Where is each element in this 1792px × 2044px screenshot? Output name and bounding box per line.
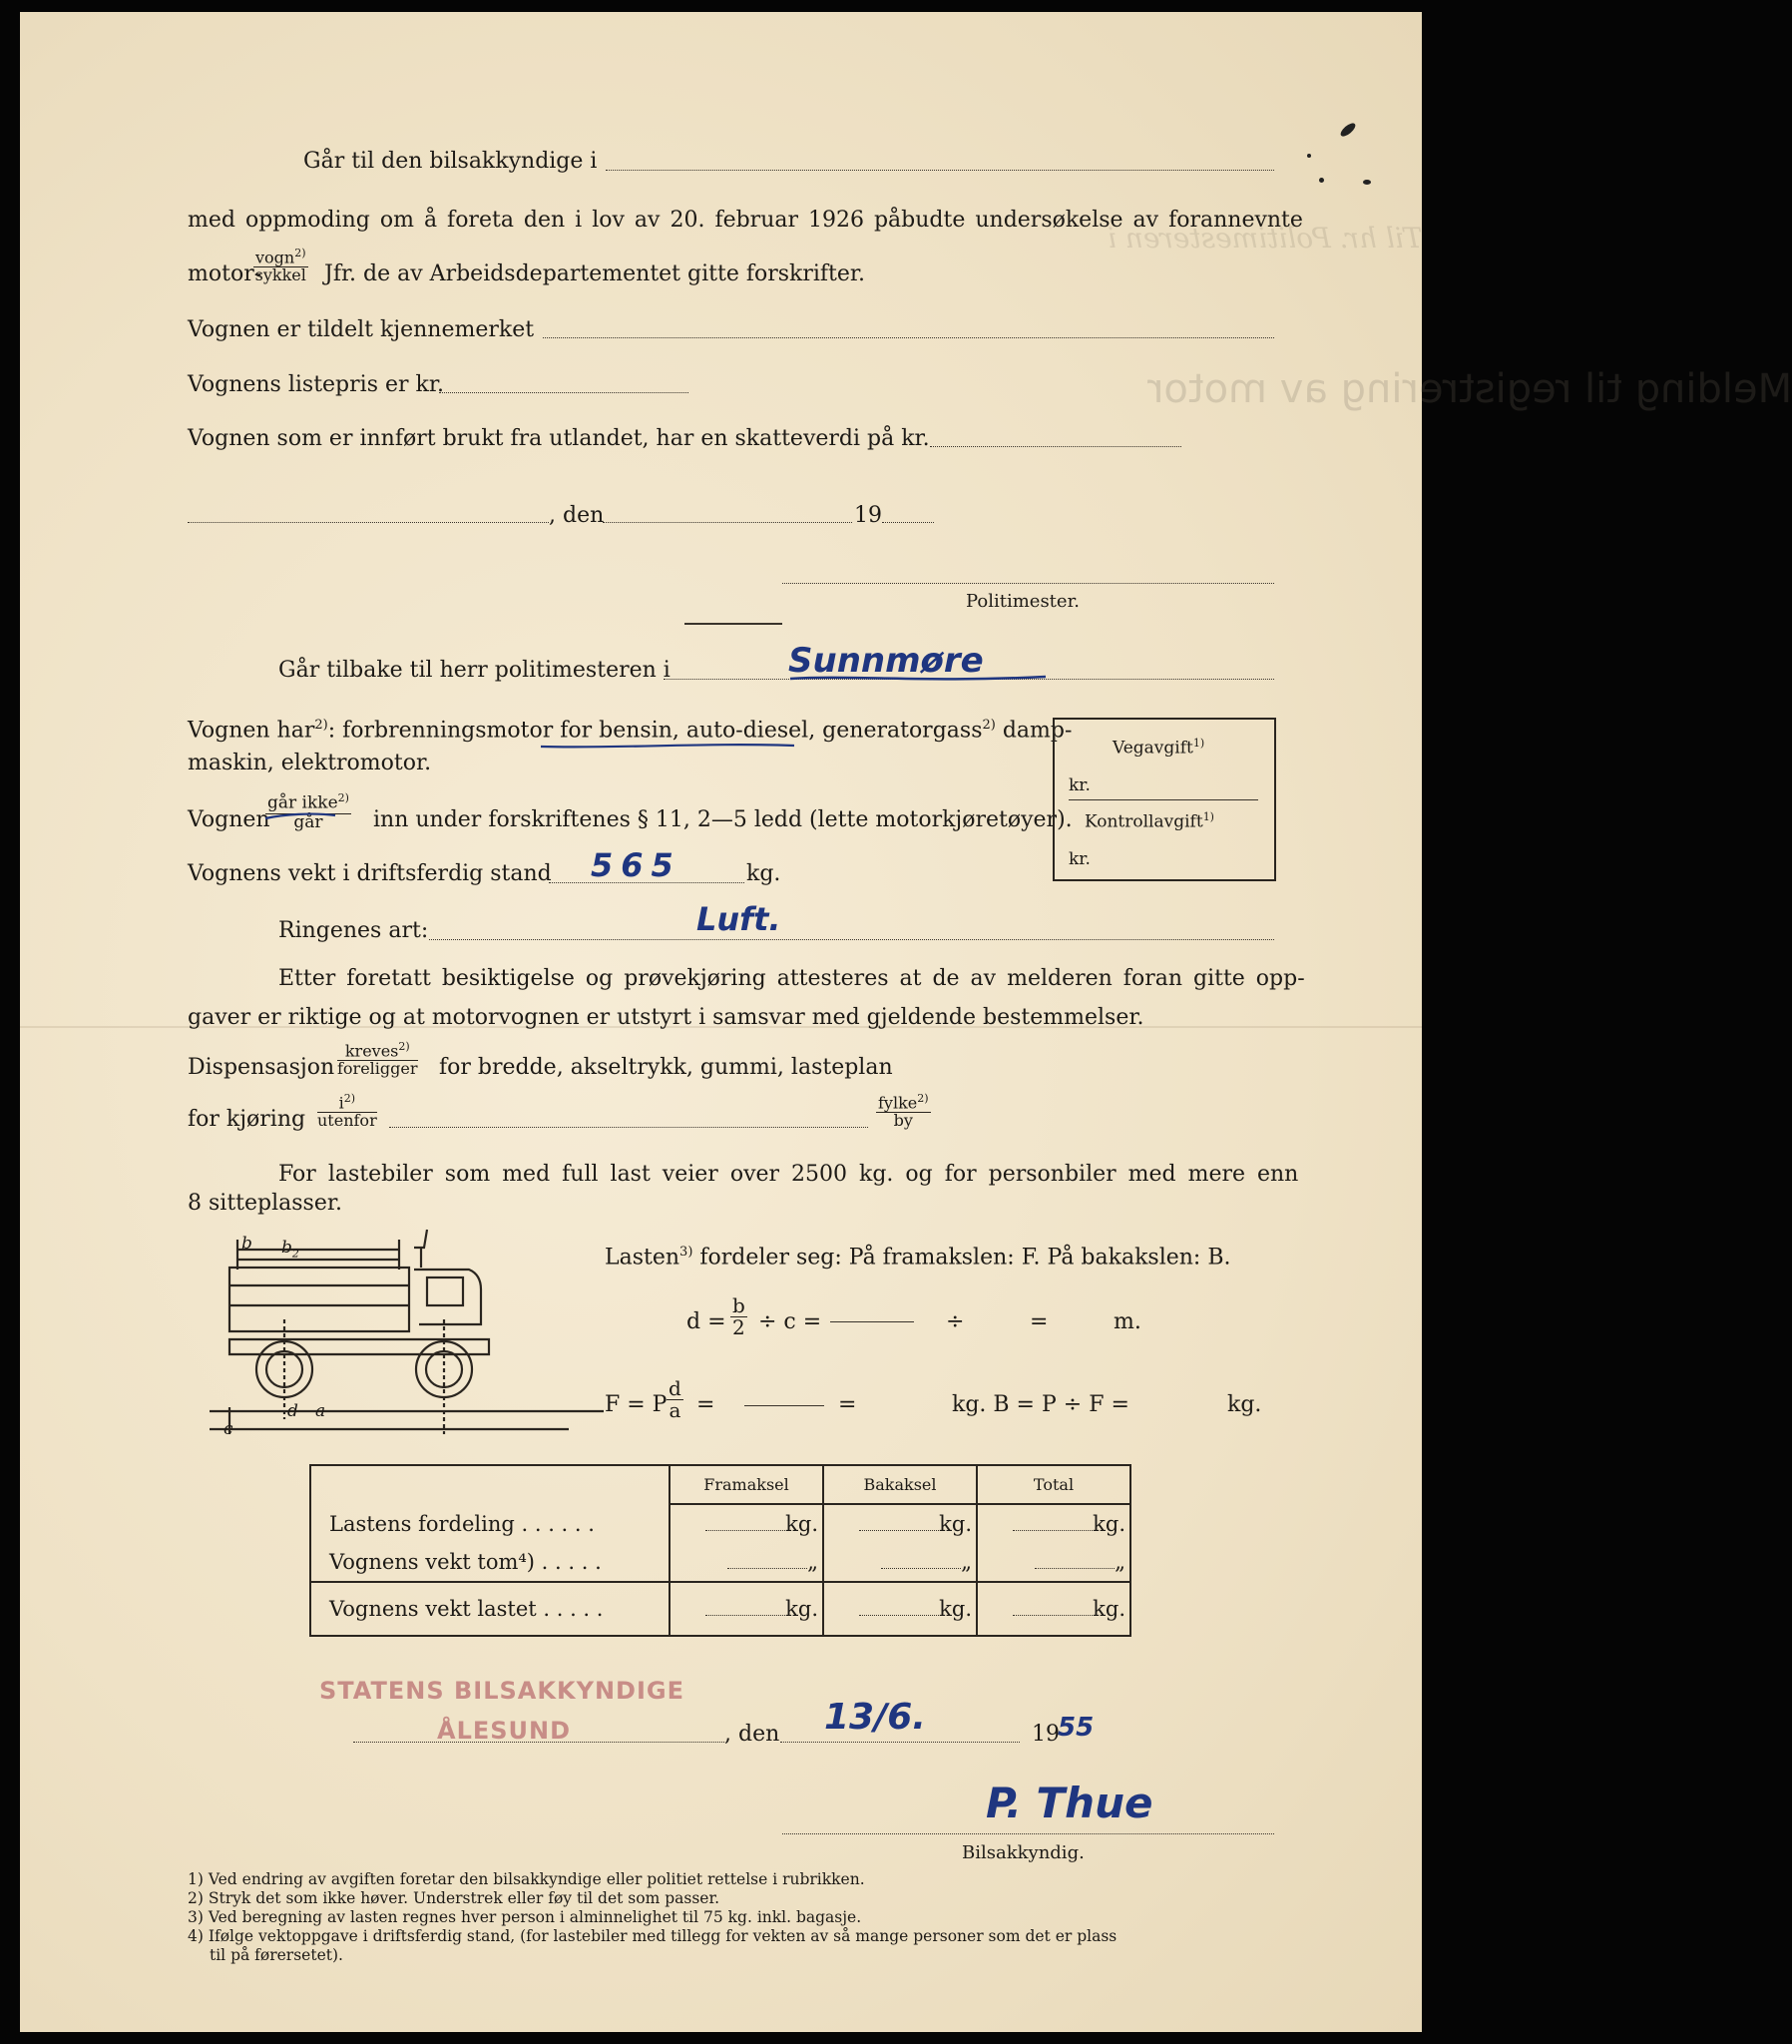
for-kjoring-label: for kjøring [188,1107,306,1132]
kg-B-equals: kg. B = P ÷ F = [952,1392,1129,1417]
weight-table [309,1464,1131,1637]
lasten-line: Lasten$^{3)}$ fordeler seg: På framakslen: F. På bakakslen: B. [605,1245,1231,1271]
table-row [310,1543,1130,1582]
den-label-1: , den [549,503,605,528]
listepris-field[interactable] [439,392,688,393]
motor-line-rest: Jfr. de av Arbeidsdepartementet gitte forskrifter. [324,261,866,286]
politimester-label: Politimester. [966,591,1080,612]
ink-speck [1319,178,1324,183]
row-label-lastet: Vognens vekt lastet . . . . . [329,1597,604,1621]
bensin-underline-icon [539,741,798,751]
politimester-signature-field[interactable] [782,583,1274,584]
d-value-1-field[interactable] [830,1321,914,1322]
cell-total[interactable]: kg. [977,1504,1130,1543]
diagram-label-a: a [315,1401,326,1421]
col-header-framaksel: Framaksel [670,1465,823,1504]
stamp-line-1: STATENS BILSAKKYNDIGE [319,1677,684,1705]
listepris-label: Vognens listepris er kr. [188,372,444,397]
F-equals-3: = [838,1392,857,1417]
cell-framaksel[interactable]: kg. [670,1504,823,1543]
forskrift-text: inn under forskriftenes § 11, 2—5 ledd (lette motorkjøretøyer). [373,807,1073,832]
dispensasjon-rest: for bredde, akseltrykk, gummi, lasteplan [439,1055,893,1080]
cell-total[interactable]: kg. [977,1582,1130,1636]
place-field-1[interactable] [188,522,549,523]
diagram-label-b: b [241,1234,252,1254]
cell-framaksel[interactable]: kg. [670,1582,823,1636]
place-field-2[interactable] [353,1742,724,1743]
goes-back-handwriting: Sunnmøre [788,641,984,681]
cell-total[interactable]: „ [977,1543,1130,1582]
table-row [310,1504,1130,1543]
ink-speck [1339,121,1358,139]
bleed-through-sub: Til hr. Politimesteren i [1108,222,1423,255]
kontrollavgift-label: Kontrollavgift$^{1)}$ [1085,810,1214,832]
footnote-4: 4) Ifølge vektoppgave i driftsferdig stand, (for lastebiler med tillegg for vekten av så mange personer som det er plass [188,1927,1118,1945]
diagram-label-b-half: $b_2$ [281,1238,299,1261]
year-label-2: 19 [1032,1722,1060,1747]
ringenes-handwriting: Luft. [696,900,781,938]
motor-prefix: motor- [188,261,262,286]
goes-to-label: Går til den bilsakkyndige i [303,149,598,174]
lastebiler-line-2: 8 sitteplasser. [188,1191,342,1216]
dispensasjon-label: Dispensasjon [188,1055,335,1080]
bilsakkyndig-label: Bilsakkyndig. [962,1842,1085,1863]
b-over-2-fraction: $\frac{b}{2}$ [732,1293,745,1339]
vognen-label: Vognen [188,807,270,832]
row-label-tom: Vognens vekt tom⁴) . . . . . [329,1550,602,1574]
kg-end: kg. [1227,1392,1262,1417]
minus-c-equals: ÷ c = [758,1309,822,1334]
etter-line-1: Etter foretatt besiktigelse og prøvekjøring attesteres at de av melderen foran gitte opp- [278,966,1305,991]
kontrollavgift-kr: kr. [1069,849,1091,869]
date-field-1[interactable] [603,522,852,523]
F-equals-2: = [696,1392,715,1417]
kjennemerke-field[interactable] [543,337,1274,338]
bilsakkyndig-signature: P. Thue [986,1779,1153,1827]
gar-strike-icon [263,810,337,822]
d-equals-2: = [1030,1309,1049,1334]
diagram-label-c: c [224,1419,233,1439]
vekt-kg: kg. [746,861,781,886]
maskin-line: maskin, elektromotor. [188,751,432,775]
goes-to-field[interactable] [606,170,1274,171]
F-equals-P: F = P [605,1392,668,1417]
section-divider [684,623,782,625]
date-field-2[interactable] [780,1742,1020,1743]
divide-sign: ÷ [946,1309,965,1334]
truck-diagram [190,1220,609,1459]
i-utenfor-fraction: $i^{2)}$ utenfor [317,1092,377,1131]
kjoring-field[interactable] [389,1127,868,1128]
year-handwriting: 55 [1058,1713,1095,1743]
vogn-sykkel-fraction: vogn$^{2)}$ sykkel [254,247,306,285]
bleed-through-title: Melding til registrering av motor [1147,366,1792,412]
cell-framaksel[interactable]: „ [670,1543,823,1582]
row-label-lastens: Lastens fordeling . . . . . . [329,1511,595,1536]
etter-line-2: gaver er riktige og at motorvognen er utstyrt i samsvar med gjeldende bestemmelser. [188,1005,1144,1030]
cell-bakaksel[interactable]: kg. [823,1582,977,1636]
kjennemerke-label: Vognen er tildelt kjennemerket [188,317,535,342]
underline-stroke-icon [788,671,1048,685]
request-line-2: med oppmoding om å foreta den i lov av 20. februar 1926 påbudte undersøkelse av forannevnte [188,208,1303,233]
goes-back-label: Går tilbake til herr politimesteren i [278,658,671,683]
ringenes-field[interactable] [429,939,1274,940]
ink-speck [1363,180,1371,185]
diagram-label-d: d [287,1401,298,1421]
year-label-1: 19 [854,503,882,528]
vegavgift-label: Vegavgift$^{1)}$ [1113,737,1205,759]
date-handwriting: 13/6. [824,1697,926,1738]
m-unit: m. [1114,1309,1141,1334]
kreves-foreligger-fraction: kreves$^{2)}$ foreligger [337,1040,418,1079]
footnote-4-cont: til på førersetet). [210,1946,343,1964]
skatteverdi-label: Vognen som er innført brukt fra utlandet, har en skatteverdi på kr. [188,426,930,451]
F-fraction-field[interactable] [744,1405,824,1406]
fylke-by-fraction: fylke$^{2)}$ by [878,1092,929,1131]
ringenes-label: Ringenes art: [278,918,429,943]
den-label-2: , den [724,1722,780,1747]
table-row [310,1582,1130,1636]
footnote-2: 2) Stryk det som ikke høver. Understrek eller føy til det som passer. [188,1889,720,1907]
lastebiler-line-1: For lastebiler som med full last veier over 2500 kg. og for personbiler med mere enn [278,1162,1299,1187]
footnote-1: 1) Ved endring av avgiften foretar den bilsakkyndige eller politiet rettelse i rubrikken. [188,1870,865,1888]
ink-speck [1307,154,1311,158]
footnote-3: 3) Ved beregning av lasten regnes hver person i alminnelighet til 75 kg. inkl. bagasje. [188,1908,862,1926]
stamp-line-2: ÅLESUND [437,1717,572,1745]
year-field-1[interactable] [882,522,934,523]
col-header-total: Total [977,1465,1130,1504]
vegavgift-kr: kr. [1069,775,1091,795]
gar-ikke-fraction: går ikke$^{2)}$ går [267,791,349,832]
col-header-bakaksel: Bakaksel [823,1465,977,1504]
d-equals: d = [686,1309,726,1334]
fees-box [1053,718,1276,881]
cell-bakaksel[interactable]: kg. [823,1504,977,1543]
bilsakkyndig-signature-field[interactable] [782,1833,1274,1834]
vekt-label: Vognens vekt i driftsferdig stand [188,861,552,886]
d-over-a-fraction: $\frac{d}{a}$ [669,1376,681,1422]
skatteverdi-field[interactable] [930,446,1181,447]
document-page [20,12,1792,2032]
vekt-handwriting: 565 [591,846,681,884]
cell-bakaksel[interactable]: „ [823,1543,977,1582]
vegavgift-field[interactable] [1069,799,1258,800]
vognen-har-line: Vognen har$^{2)}$: forbrenningsmotor for bensin, auto-diesel, generatorgass$^{2)}$ damp- [188,718,1073,744]
